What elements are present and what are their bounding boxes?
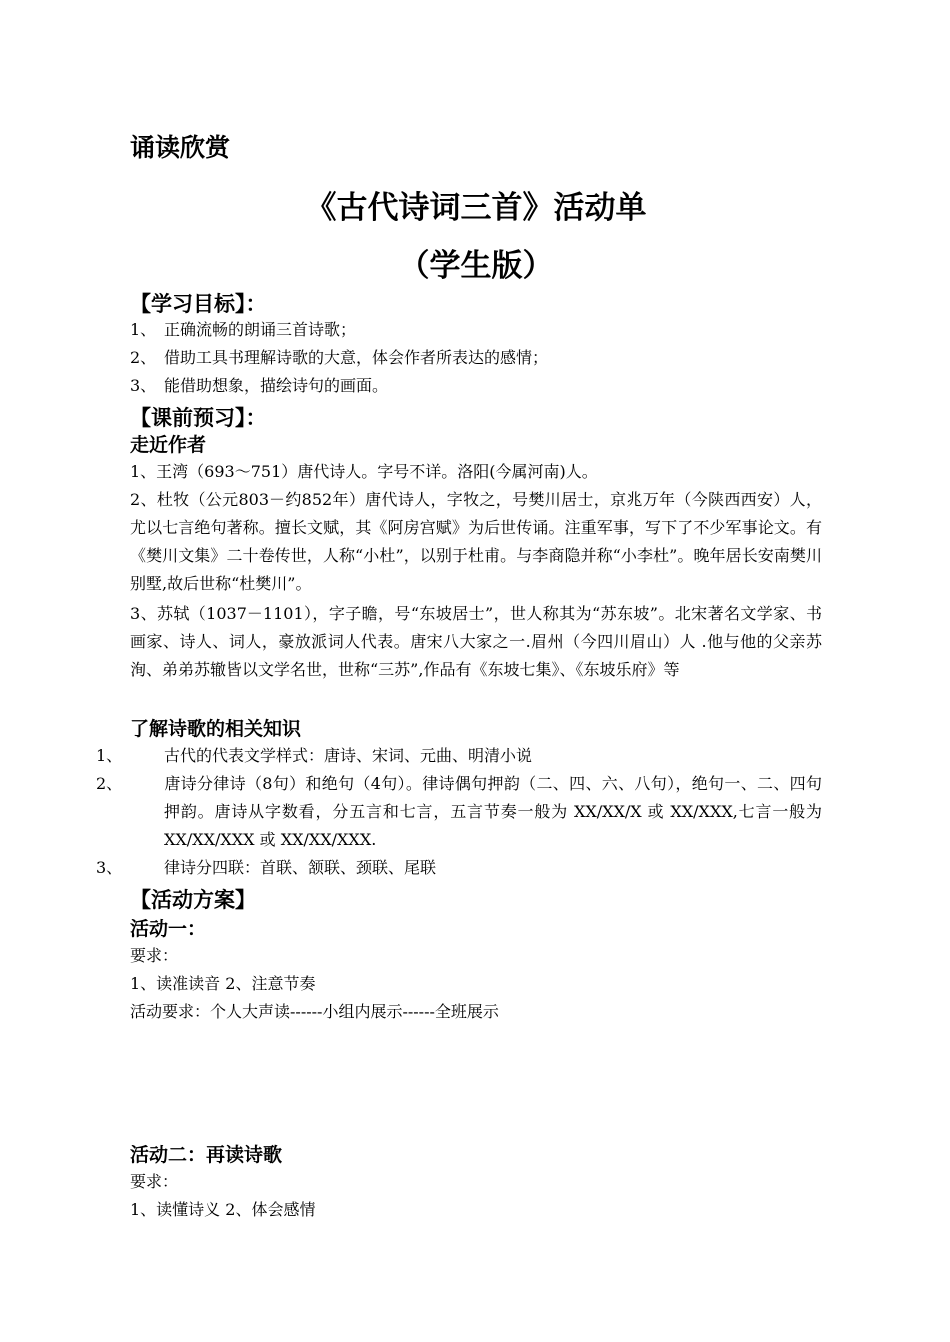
goal-text: 能借助想象，描绘诗句的画面。 (164, 376, 389, 395)
goal-item (130, 372, 388, 400)
knowledge-item (96, 742, 822, 770)
goal-item (130, 316, 356, 344)
knowledge-num: 2、 (96, 774, 123, 793)
preview-heading: 【课前预习】： (130, 406, 267, 430)
knowledge-item (96, 854, 822, 882)
document-subtitle: （学生版） (398, 248, 554, 284)
activity-two-title: 活动二：再读诗歌 (130, 1144, 283, 1166)
knowledge-item (96, 770, 822, 854)
goal-item (130, 344, 548, 372)
goals-heading: 【学习目标】： (130, 292, 267, 316)
activity-one-req: 1、读准读音 2、注意节奏 (130, 974, 316, 993)
knowledge-text: 唐诗分律诗（8句）和绝句（4句）。律诗偶句押韵（二、四、六、八句），绝句一、二、四句押韵。唐诗从字数看，分五言和七言，五言节奏一般为 XX/XX/X 或 XX/XXX,七言一般为 XX/XX/XXX 或 XX/XX/XXX. (164, 774, 822, 849)
activity-two-req: 1、读懂诗义 2、体会感情 (130, 1200, 316, 1219)
knowledge-heading: 了解诗歌的相关知识 (130, 718, 302, 740)
activity-one-note: 活动要求：个人大声读------小组内展示------全班展示 (130, 1002, 499, 1021)
author-paragraph: 3、苏轼（1037－1101），字子瞻，号“东坡居士”，世人称其为“苏东坡”。北宋著名文学家、书画家、诗人、词人，豪放派词人代表。唐宋八大家之一.眉州（今四川眉山）人 .他与他的父亲苏洵、弟弟苏辙皆以文学名世，世称“三苏”,作品有《东坡七集》、《东坡乐府》等 (130, 604, 822, 679)
author-paragraph: 1、王湾（693～751）唐代诗人。字号不详。洛阳(今属河南)人。 (130, 462, 598, 481)
activity-two-req-label: 要求： (130, 1172, 179, 1191)
goal-num: 1、 (130, 320, 157, 339)
author-paragraph: 2、杜牧（公元803－约852年）唐代诗人，字牧之，号樊川居士，京兆万年（今陕西西安）人，尤以七言绝句著称。擅长文赋，其《阿房宫赋》为后世传诵。注重军事，写下了不少军事论文。有《樊川文集》二十卷传世，人称“小杜”，以别于杜甫。与李商隐并称“小李杜”。晚年居长安南樊川别墅,故后世称“杜樊川”。 (130, 490, 822, 593)
goal-text: 借助工具书理解诗歌的大意，体会作者所表达的感情； (164, 348, 549, 367)
goal-num: 2、 (130, 348, 157, 367)
authors-heading: 走近作者 (130, 434, 207, 456)
section-label: 诵读欣赏 (130, 133, 231, 162)
activity-one-title: 活动一： (130, 918, 207, 940)
activity-one-req-label: 要求： (130, 946, 179, 965)
goal-text: 正确流畅的朗诵三首诗歌； (164, 320, 357, 339)
knowledge-num: 3、 (96, 858, 123, 877)
goal-num: 3、 (130, 376, 157, 395)
activities-heading: 【活动方案】 (130, 888, 256, 912)
knowledge-num: 1、 (96, 746, 123, 765)
knowledge-text: 律诗分四联：首联、颔联、颈联、尾联 (164, 858, 437, 877)
knowledge-text: 古代的代表文学样式：唐诗、宋词、元曲、明清小说 (164, 746, 533, 765)
document-title: 《古代诗词三首》活动单 (305, 190, 647, 226)
